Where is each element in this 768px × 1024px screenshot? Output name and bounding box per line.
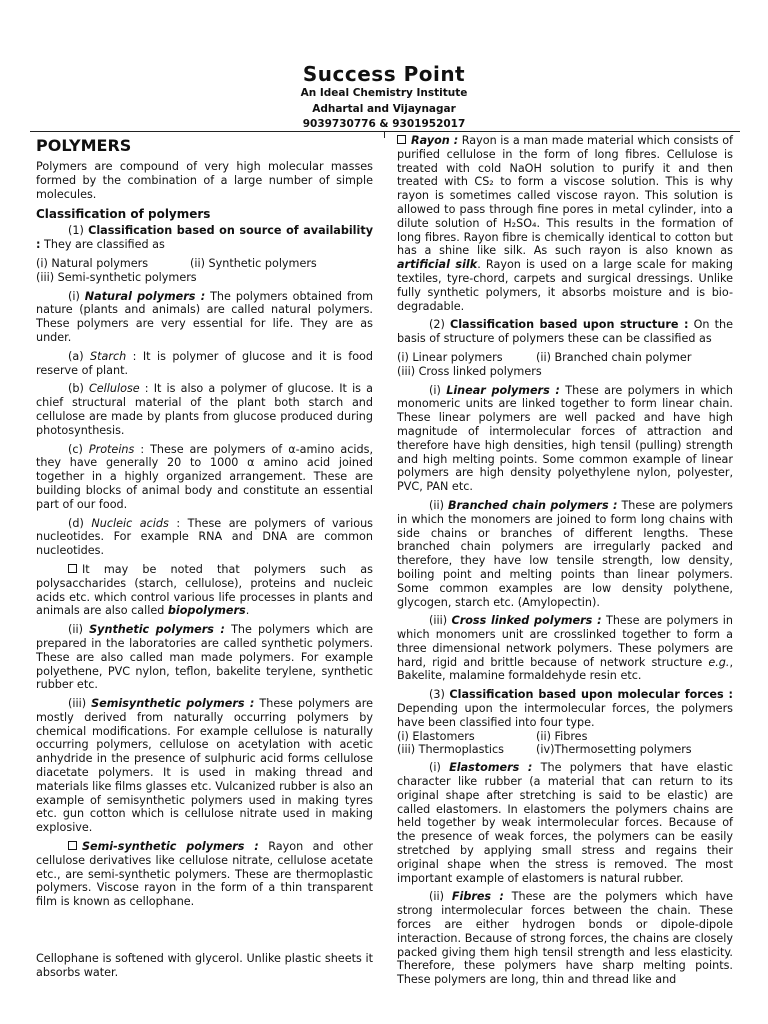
linear-polymers-para: (i) Linear polymers : These are polymers in which monomeric units are linked together to form linear chain. These linear polymers are well packed and have high magnitude of intermolecular forces of attraction and therefore have high densities, high tensil (pulling) strength and high melting points. Some common example of linear polymers are high density polyethylene nylon, polyester, PVC, PAN etc. (397, 383, 733, 494)
synthetic-polymers-para: (ii) Synthetic polymers : The polymers which are prepared in the laboratories are called synthetic polymers. These are also called man made polymers. For example polyethene, PVC nylon, teflon, bakelite terylene, synthetic rubber etc. (36, 623, 373, 692)
checkbox-bullet-icon (397, 135, 406, 144)
semisynthetic-examples-para: Semi-synthetic polymers : Rayon and other cellulose derivatives like cellulose nitrate, cellulose acetate etc., are semi-synthetic polymers. These are thermoplastic polymers. Viscose rayon in the form of a thin transparent film is known as cellophane. (36, 840, 373, 909)
biopolymers-note-para: It may be noted that polymers such as polysaccharides (starch, cellulose), proteins and nucleic acids etc. which control various life processes in plants and animals are also called biopolymers. (36, 562, 373, 618)
classification-source-para: (1) Classification based on source of availability : They are classified as (36, 224, 373, 252)
fibres-para: (ii) Fibres : These are the polymers which have strong intermolecular forces between the chain. These forces are either hydrogen bonds or dipole-dipole interaction. Because of strong forces, the chains are closely packed giving them high tensil strength and less elasticity. Therefore, these polymers have sharp melting points. These polymers are long, thin and thread like and (397, 890, 733, 987)
cellulose-para: (b) Cellulose : It is also a polymer of glucose. It is a chief structural material of the plant both starch and cellulose are made by plants from glucose produced during photosynthesis. (36, 382, 373, 437)
section-heading-polymers: POLYMERS (36, 136, 132, 155)
source-list-row (36, 257, 373, 271)
list-item-elastomers: (i) Elastomers (397, 729, 475, 743)
checkbox-bullet-icon (68, 841, 77, 850)
intro-paragraph: Polymers are compound of very high molecular masses formed by the combination of a large number of simple molecules. (36, 160, 373, 201)
page-header (0, 62, 768, 133)
cellophane-para: Cellophane is softened with glycerol. Unlike plastic sheets it absorbs water. (36, 952, 373, 979)
classification-heading: Classification of polymers (36, 207, 211, 222)
header-divider (30, 131, 740, 132)
list-item-thermosetting: (iv)Thermosetting polymers (536, 743, 692, 757)
right-column (397, 134, 733, 992)
elastomers-para: (i) Elastomers : The polymers that have elastic character like rubber (a material that can return to its original shape after stretching is said to be elastic) are called elastomers. In elastomers the polymers chains are held together by weak intermolecular forces. Because of the presence of weak forces, the polymers can be easily stretched by applying small stress and regains their original shape when the stress is removed. The most important example of elastomers is natural rubber. (397, 761, 733, 885)
institute-location: Adhartal and Vijaynagar (312, 102, 456, 115)
proteins-para: (c) Proteins : These are polymers of α-amino acids, they have generally 20 to 1000 α amino acid joined together in a highly organized arrangement. These are building blocks of animal body and constitute an essential part of our food. (36, 442, 373, 511)
list-item-semisynthetic: (iii) Semi-synthetic polymers (36, 270, 197, 284)
classification-structure-para: (2) Classification based upon structure : On the basis of structure of polymers these can be classified as (397, 318, 734, 346)
list-item-branched: (ii) Branched chain polymer (536, 350, 692, 364)
list-item-linear: (i) Linear polymers (397, 350, 503, 364)
branched-polymers-para: (ii) Branched chain polymers : These are polymers in which the monomers are joined to form long chains with side chains or branches of different lengths. These branched chain polymers are irregularly packed and therefore, they have low tensile strength, low density, boiling point and melting points than linear polymers. Some common examples are low density polythene, glycogen, starch etc. (Amylopectin). (397, 498, 733, 609)
starch-para: (a) Starch : It is polymer of glucose and it is food reserve of plant. (36, 349, 373, 377)
list-item-natural: (i) Natural polymers (36, 256, 149, 270)
crosslinked-polymers-para: (iii) Cross linked polymers : These are polymers in which monomers unit are crosslinked together to form a three dimensional network polymers. These polymers are hard, rigid and brittle because of network structure e.g., Bakelite, malamine formaldehyde resin etc. (397, 614, 733, 683)
checkbox-bullet-icon (68, 564, 77, 573)
column-divider-tick (384, 132, 385, 138)
list-item-synthetic: (ii) Synthetic polymers (190, 256, 317, 270)
left-column (36, 134, 373, 985)
institute-tagline: An Ideal Chemistry Institute (300, 87, 468, 99)
list-item-fibres: (ii) Fibres (536, 729, 588, 743)
classification-forces-para: (3) Classification based upon molecular forces : Depending upon the intermolecular forces, the polymers have been classified into four type. (397, 688, 734, 729)
list-item-crosslinked: (iii) Cross linked polymers (397, 364, 542, 378)
institute-phone: 9039730776 & 9301952017 (302, 118, 466, 130)
forces-list-row-1 (397, 730, 733, 744)
forces-list-row-2 (397, 743, 733, 757)
institute-title: Success Point (302, 62, 466, 86)
natural-polymers-para: (i) Natural polymers : The polymers obtained from nature (plants and animals) are called natural polymers. These polymers are very essential for life. They are as under. (36, 289, 373, 344)
list-item-thermoplastics: (iii) Thermoplastics (397, 743, 504, 757)
nucleic-acids-para: (d) Nucleic acids : These are polymers of various nucleotides. For example RNA and DNA are common nucleotides. (36, 516, 373, 558)
semisynthetic-polymers-para: (iii) Semisynthetic polymers : These polymers are mostly derived from naturally occurring polymers by chemical modifications. For example cellulose is naturally occurring polymers, cellulose on acetylation with acetic anhydride in the presence of sulphuric acid forms cellulose diacetate polymers. It is used in making thread and materials like films glasses etc. Vulcanized rubber is also an example of semisynthetic polymers used in making tyres etc. gun cotton which is cellulose nitrate used in making explosive. (36, 697, 373, 835)
structure-list-row (397, 351, 733, 365)
rayon-para: Rayon : Rayon is a man made material which consists of purified cellulose in the form of long fibres. Cellulose is treated with cold NaOH solution to purify it and then treated with CS₂ to form a viscose solution. This is why rayon is sometimes called viscose rayon. This solution is allowed to pass through fine pores in metal cylinder, into a dilute solution of H₂SO₄. This results in the formation of long fibres. Rayon fibre is chemically identical to cotton but has a shine like silk. As such rayon is also known as artificial silk. Rayon is used on a large scale for making textiles, tyre-chord, carpets and surgical dressings. Unlike fully synthetic polymers, it absorbs moisture and is bio-degradable. (397, 134, 733, 313)
